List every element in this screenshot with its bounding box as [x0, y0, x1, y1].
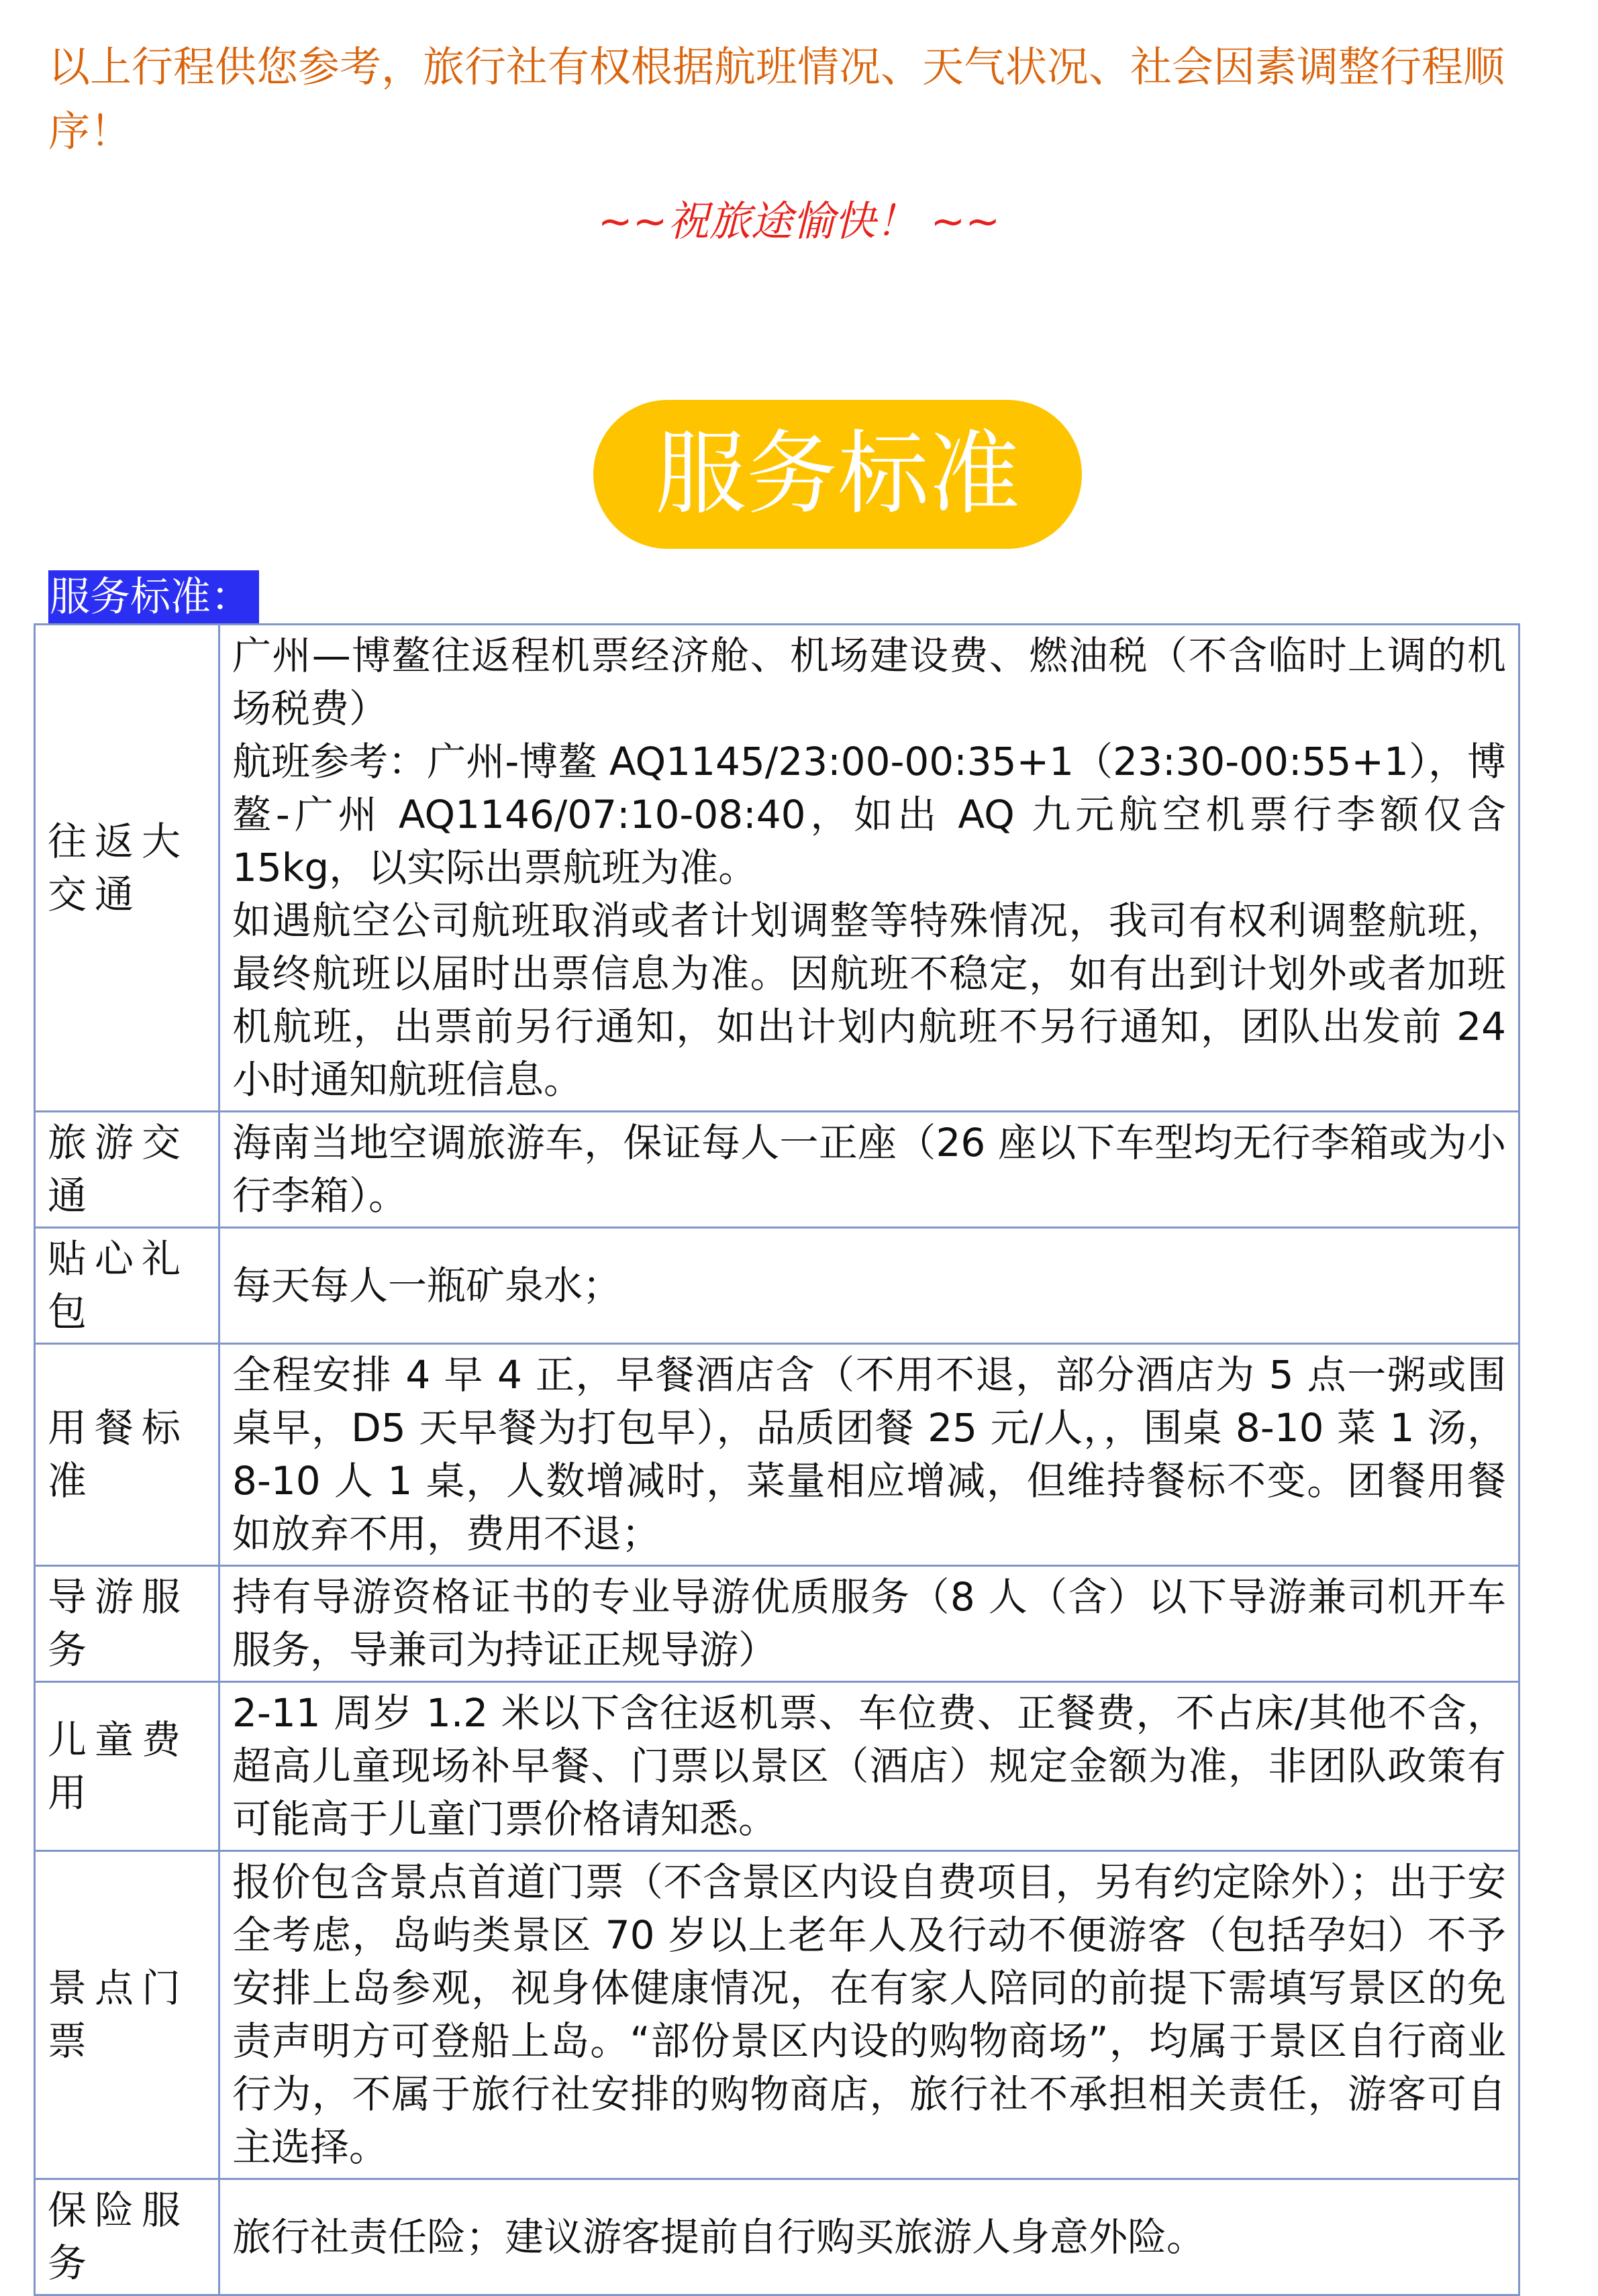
row-header: 保险服务 — [35, 2179, 219, 2295]
row-content: 旅行社责任险；建议游客提前自行购买旅游人身意外险。 — [219, 2179, 1519, 2295]
table-row — [35, 1344, 1519, 1566]
row-header: 旅游交通 — [35, 1112, 219, 1228]
row-header: 贴心礼包 — [35, 1228, 219, 1344]
row-content: 持有导游资格证书的专业导游优质服务（8 人（含）以下导游兼司机开车服务，导兼司为持证正规导游） — [219, 1566, 1519, 1682]
banner-title: 服务标准 — [593, 400, 1082, 549]
table-row — [35, 1112, 1519, 1228]
section-label: 服务标准： — [48, 570, 259, 624]
row-header: 往返大交通 — [35, 625, 219, 1112]
table-row — [35, 2179, 1519, 2295]
row-content: 全程安排 4 早 4 正，早餐酒店含（不用不退，部分酒店为 5 点一粥或围桌早，D5 天早餐为打包早），品质团餐 25 元/人，，围桌 8-10 菜 1 汤，8-10 人 1 桌，人数增减时，菜量相应增减，但维持餐标不变。团餐用餐如放弃不用，费用不退； — [219, 1344, 1519, 1566]
row-content: 每天每人一瓶矿泉水； — [219, 1228, 1519, 1344]
table-row — [35, 1851, 1519, 2179]
table-row — [35, 1682, 1519, 1851]
itinerary-notice: 以上行程供您参考，旅行社有权根据航班情况、天气状况、社会因素调整行程顺序！ — [48, 42, 1505, 156]
paragraph: 航班参考：广州-博鳌 AQ1145/23:00-00:35+1（23:30-00:55+1），博鳌-广州 AQ1146/07:10-08:40，如出 AQ 九元航空机票行李额仅含 15kg，以实际出票航班为准。 — [232, 739, 1506, 890]
row-content — [219, 625, 1519, 1112]
row-content: 2-11 周岁 1.2 米以下含往返机票、车位费、正餐费，不占床/其他不含，超高儿童现场补早餐、门票以景区（酒店）规定金额为准，非团队政策有可能高于儿童门票价格请知悉。 — [219, 1682, 1519, 1851]
row-header: 儿童费用 — [35, 1682, 219, 1851]
table-row — [35, 1566, 1519, 1682]
row-content: 报价包含景点首道门票（不含景区内设自费项目，另有约定除外）；出于安全考虑，岛屿类景区 70 岁以上老年人及行动不便游客（包括孕妇）不予安排上岛参观，视身体健康情况，在有家人陪同的前提下需填写景区的免责声明方可登船上岛。“部份景区内设的购物商场”，均属于景区自行商业行为，不属于旅行社安排的购物商店，旅行社不承担相关责任，游客可自主选择。 — [219, 1851, 1519, 2179]
row-header: 用餐标准 — [35, 1344, 219, 1566]
paragraph: 如遇航空公司航班取消或者计划调整等特殊情况，我司有权利调整航班，最终航班以届时出票信息为准。因航班不稳定，如有出到计划外或者加班机航班，出票前另行通知，如出计划内航班不另行通知，团队出发前 24 小时通知航班信息。 — [232, 898, 1506, 1102]
table-row — [35, 625, 1519, 1112]
wish-line: ~~祝旅途愉快！ ~~ — [597, 197, 1001, 246]
row-header: 景点门票 — [35, 1851, 219, 2179]
service-table — [34, 623, 1520, 2296]
paragraph: 广州—博鳌往返程机票经济舱、机场建设费、燃油税（不含临时上调的机场税费） — [232, 633, 1506, 731]
row-content: 海南当地空调旅游车，保证每人一正座（26 座以下车型均无行李箱或为小行李箱）。 — [219, 1112, 1519, 1228]
table-row — [35, 1228, 1519, 1344]
row-header: 导游服务 — [35, 1566, 219, 1682]
